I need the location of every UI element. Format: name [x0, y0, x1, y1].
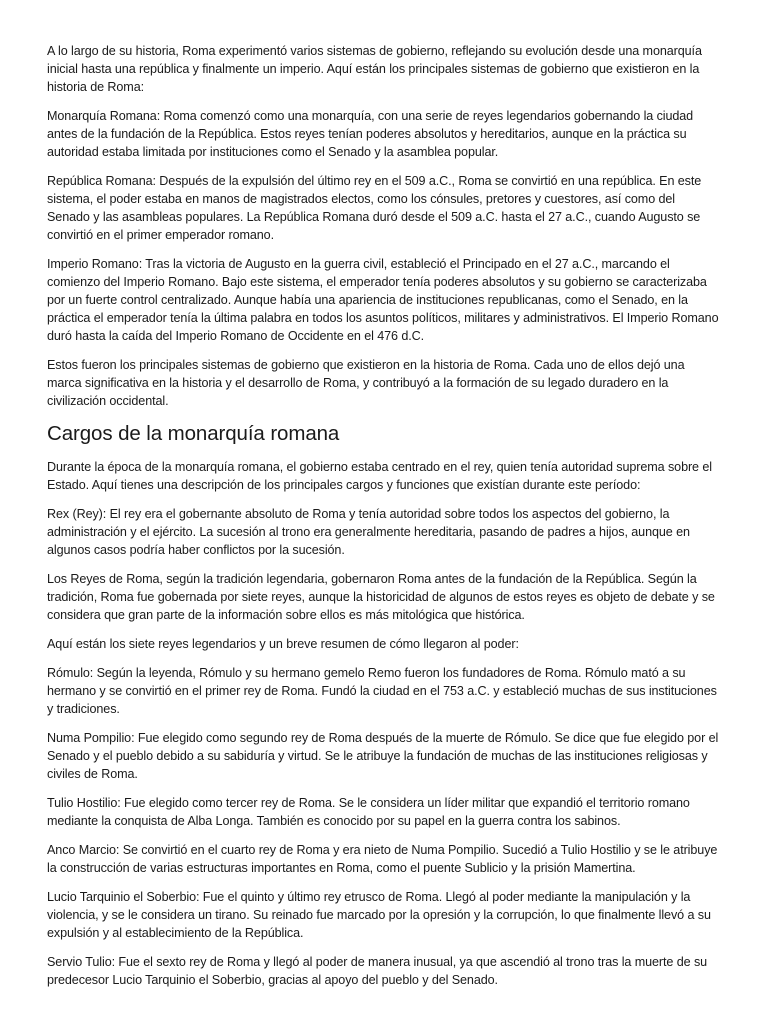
paragraph-rex: Rex (Rey): El rey era el gobernante absoluto de Roma y tenía autoridad sobre todos los aspectos del gobierno, la administración y el ejército. La sucesión al trono era generalmente hereditaria, pasando de padres a hijos, aunque en algunos casos podría haber conflictos por la sucesión. [47, 507, 690, 557]
section-heading: Cargos de la monarquía romana [47, 422, 340, 445]
paragraph-servio: Servio Tulio: Fue el sexto rey de Roma y llegó al poder de manera inusual, ya que ascendió al trono tras la muerte de su predecesor Lucio Tarquinio el Soberbio, gracias al apoyo del pueblo y del Senado. [47, 955, 708, 987]
paragraph-anco: Anco Marcio: Se convirtió en el cuarto rey de Roma y era nieto de Numa Pompilio. Sucedió a Tulio Hostilio y se le atribuye la construcción de varias estructuras importantes en Roma, como el puente Sublicio y la prisión Mamertina. [47, 843, 718, 875]
paragraph-reyes: Los Reyes de Roma, según la tradición legendaria, gobernaron Roma antes de la fundación de la República. Según la tradición, Roma fue gobernada por siete reyes, aunque la historicidad de algunos de estos reyes es objeto de debate y se considera que gran parte de la información sobre ellos es más mitológica que histórica. [47, 572, 715, 622]
paragraph-siete-reyes: Aquí están los siete reyes legendarios y un breve resumen de cómo llegaron al poder: [47, 637, 519, 651]
paragraph-romulo: Rómulo: Según la leyenda, Rómulo y su hermano gemelo Remo fueron los fundadores de Roma. Rómulo mató a su hermano y se convirtió en el primer rey de Roma. Fundó la ciudad en el 753 a.C. y estableció muchas de sus instituciones y tradiciones. [47, 666, 717, 716]
paragraph-tarquinio: Lucio Tarquinio el Soberbio: Fue el quinto y último rey etrusco de Roma. Llegó al poder mediante la manipulación y la violencia, y se le considera un tirano. Su reinado fue marcado por la opresión y la corrupción, lo que finalmente llevó a su expulsión y al establecimiento de la República. [47, 890, 711, 940]
paragraph-section-intro: Durante la época de la monarquía romana, el gobierno estaba centrado en el rey, quien tenía autoridad suprema sobre el Estado. Aquí tienes una descripción de los principales cargos y funciones que existían durante este período: [47, 460, 712, 492]
paragraph-numa: Numa Pompilio: Fue elegido como segundo rey de Roma después de la muerte de Rómulo. Se dice que fue elegido por el Senado y el pueblo debido a su sabiduría y virtud. Se le atribuye la fundación de muchas de las instituciones religiosas y civiles de Roma. [47, 731, 719, 781]
paragraph-conclusion: Estos fueron los principales sistemas de gobierno que existieron en la historia de Roma. Cada uno de ellos dejó una marca significativa en la historia y el desarrollo de Roma, y contribuyó a la formación de su legado duradero en la civilización occidental. [47, 358, 685, 408]
paragraph-monarquia: Monarquía Romana: Roma comenzó como una monarquía, con una serie de reyes legendarios gobernando la ciudad antes de la fundación de la República. Estos reyes tenían poderes absolutos y hereditarios, aunque en la práctica su autoridad estaba limitada por instituciones como el Senado y la asamblea popular. [47, 109, 694, 159]
paragraph-republica: República Romana: Después de la expulsión del último rey en el 509 a.C., Roma se convirtió en una república. En este sistema, el poder estaba en manos de magistrados electos, como los cónsules, pretores y cuestores, así como del Senado y las asambleas populares. La República Romana duró desde el 509 a.C. hasta el 27 a.C., cuando Augusto se convirtió en el primer emperador romano. [47, 174, 702, 242]
paragraph-intro: A lo largo de su historia, Roma experimentó varios sistemas de gobierno, reflejando su evolución desde una monarquía inicial hasta una república y finalmente un imperio. Aquí están los principales sistemas de gobierno que existieron en la historia de Roma: [47, 44, 702, 94]
paragraph-imperio: Imperio Romano: Tras la victoria de Augusto en la guerra civil, estableció el Principado en el 27 a.C., marcando el comienzo del Imperio Romano. Bajo este sistema, el emperador tenía poderes absolutos y su gobierno se caracterizaba por un fuerte control centralizado. Aunque había una apariencia de instituciones republicanas, como el Senado, en la práctica el emperador tenía la última palabra en todos los asuntos políticos, militares y administrativos. El Imperio Romano duró hasta la caída del Imperio Romano de Occidente en el 476 d.C. [47, 257, 719, 343]
paragraph-tulio: Tulio Hostilio: Fue elegido como tercer rey de Roma. Se le considera un líder militar que expandió el territorio romano mediante la conquista de Alba Longa. También es conocido por su papel en la guerra contra los sabinos. [47, 796, 690, 828]
